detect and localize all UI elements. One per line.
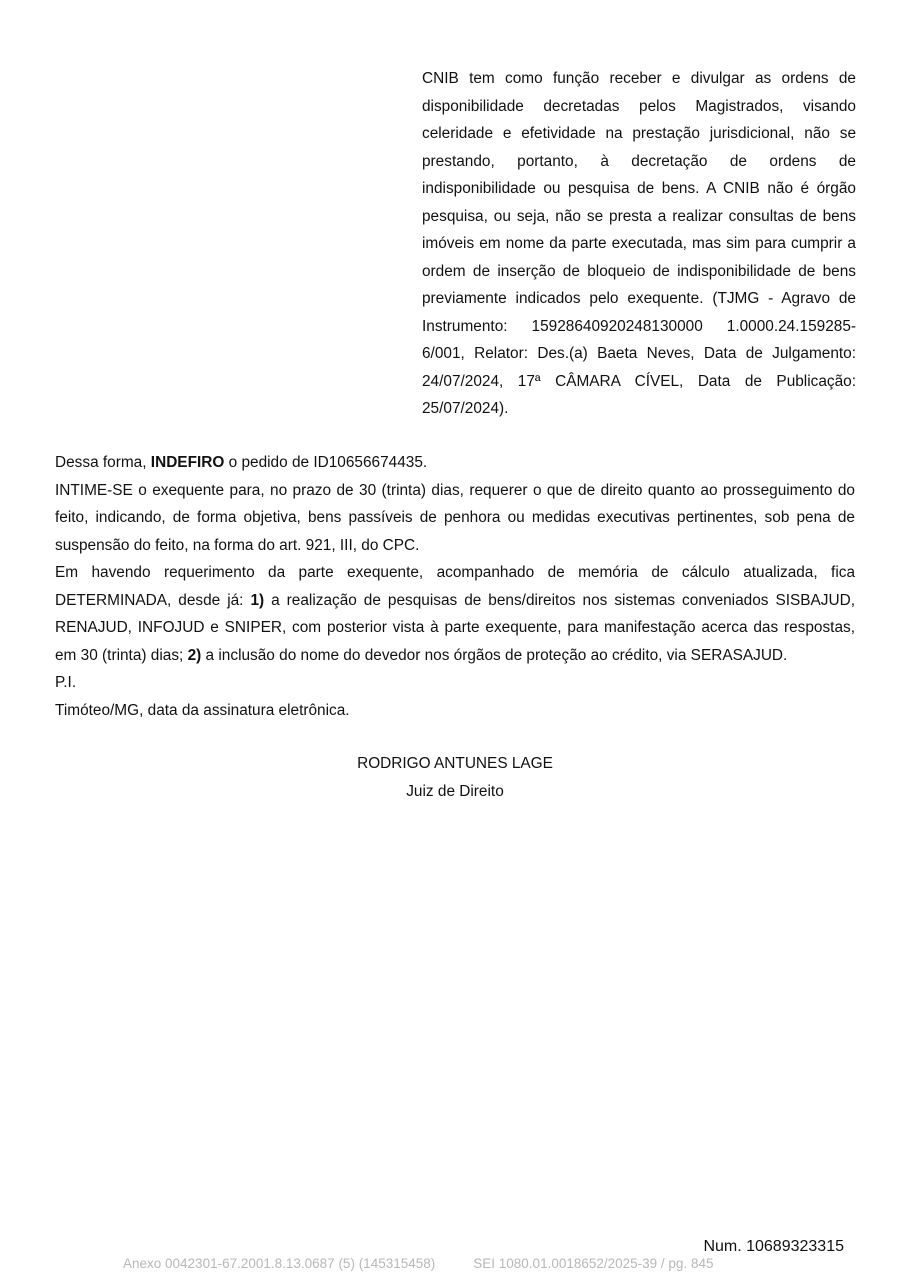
- judge-name: RODRIGO ANTUNES LAGE: [357, 755, 553, 772]
- signature-block: [55, 750, 855, 806]
- decision-suffix: o pedido de ID10656674435.: [224, 454, 428, 471]
- place-date-line: Timóteo/MG, data da assinatura eletrônica.: [55, 701, 350, 719]
- item1-label: 1): [250, 591, 265, 609]
- judge-title: Juiz de Direito: [406, 783, 504, 800]
- decision-prefix: Dessa forma,: [55, 454, 151, 471]
- decision-body: [55, 449, 855, 724]
- pi-line: P.I.: [55, 674, 77, 691]
- annex-footer: [123, 1256, 713, 1271]
- item2-text: a inclusão do nome do devedor nos órgãos de proteção ao crédito, via SERASAJUD.: [201, 646, 788, 664]
- quote-text: CNIB tem como função receber e divulgar as ordens de disponibilidade decretadas pelos Magistrados, visando celeridade e efetividade na prestação jurisdicional, não se prestando, portanto, à decretação de ordens de indisponibilidade ou pesquisa de bens. A CNIB não é órgão pesquisa, ou seja, não se presta a realizar consultas de bens imóveis em nome da parte executada, mas sim para cumprir a ordem de inserção de bloqueio de indisponibilidade de bens previamente indicados pelo exequente. (TJMG - Agravo de Instrumento: 15928640920248130000 1.0000.24.159285-6/001, Relator: Des.(a) Baeta Neves, Data de Julgamento: 24/07/2024, 17ª CÂMARA CÍVEL, Data de Publicação: 25/07/2024).: [422, 70, 856, 417]
- annex-reference: Anexo 0042301-67.2001.8.13.0687 (5) (145315458): [123, 1256, 436, 1271]
- sei-reference: SEI 1080.01.0018652/2025-39 / pg. 845: [473, 1256, 714, 1271]
- intimation-paragraph: INTIME-SE o exequente para, no prazo de 30 (trinta) dias, requerer o que de direito quanto ao prosseguimento do feito, indicando, de forma objetiva, bens passíveis de penhora ou medidas executivas pertinentes, sob pena de suspensão do feito, na forma do art. 921, III, do CPC.: [55, 481, 855, 554]
- decision-paragraph: [55, 449, 855, 477]
- item2-label: 2): [187, 646, 202, 664]
- decision-indefiro: INDEFIRO: [150, 454, 225, 471]
- quoted-jurisprudence: [422, 65, 856, 423]
- determination-paragraph: [55, 559, 855, 669]
- determination-intro: Em havendo requerimento da parte exequente, acompanhado de memória de cálculo atualizada, fica DETERMINADA, desde já:: [55, 564, 855, 609]
- document-number: Num. 10689323315: [703, 1238, 844, 1255]
- item1-text: a realização de pesquisas de bens/direitos nos sistemas conveniados SISBAJUD, RENAJUD, INFOJUD e SNIPER, com posterior vista à parte exequente, para manifestação acerca das respostas, em 30 (trinta) dias;: [55, 591, 856, 664]
